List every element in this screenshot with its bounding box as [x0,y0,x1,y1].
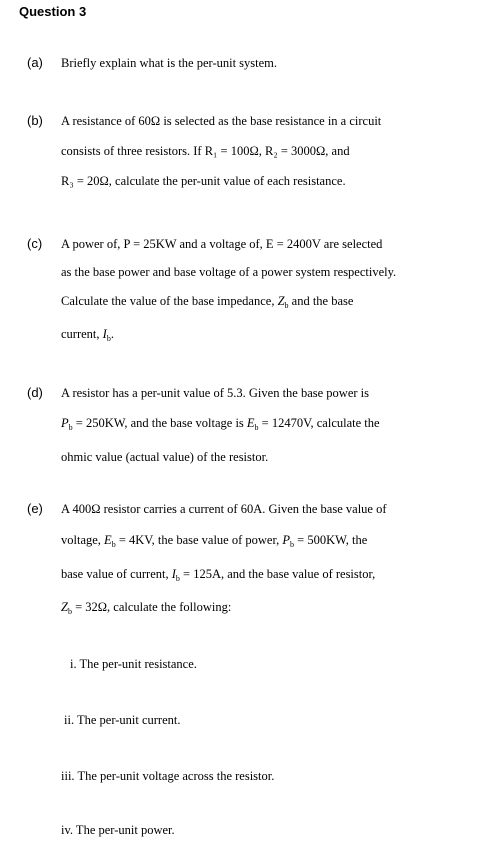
part-e-line: voltage, $E_b = 4KV$, the base value of power, $P_b = 500KW$, the [61,533,368,549]
part-d-line: A resistor has a per-unit value of 5.3. Given the base power is [61,386,370,400]
part-e-line: $Z_b = 32\Omega$, calculate the following: [61,600,232,616]
part-b-label: (b) [27,113,43,128]
part-d-label: (d) [27,385,43,400]
subitem: i. The per-unit resistance. [70,657,197,671]
question-title: Question 3 [19,4,87,19]
part-c-line: Calculate the value of the base impedance, $Z_b$ and the base [61,294,354,310]
part-b-line: A resistance of 60Ω is selected as the base resistance in a circuit [61,114,382,128]
part-a-label: (a) [27,55,43,70]
part-c-label: (c) [27,236,43,251]
part-a-text: Briefly explain what is the per-unit system. [61,56,278,70]
part-c-line: A power of, P = 25KW and a voltage of, E = 2400V are selected [61,237,383,251]
part-c-line: current, $I_b$. [61,327,114,343]
part-e-line: base value of current, $I_b = 125A$, and the base value of resistor, [61,567,376,583]
part-d-line: $P_b = 250KW$, and the base voltage is $E_b = 12470V$, calculate the [61,416,380,432]
subitem: ii. The per-unit current. [64,713,181,727]
part-c-line: as the base power and base voltage of a power system respectively. [61,265,397,279]
part-d-line: ohmic value (actual value) of the resistor. [61,450,269,464]
part-b-line: R₃ = 20Ω, calculate the per-unit value of each resistance. [61,174,346,188]
part-b-line: consists of three resistors. If R₁ = 100Ω, R₂ = 3000Ω, and [61,144,350,158]
part-e-label: (e) [27,501,43,516]
subitem: iii. The per-unit voltage across the resistor. [61,769,275,783]
subitem: iv. The per-unit power. [61,823,175,837]
part-e-line: A 400Ω resistor carries a current of 60A. Given the base value of [61,502,387,516]
